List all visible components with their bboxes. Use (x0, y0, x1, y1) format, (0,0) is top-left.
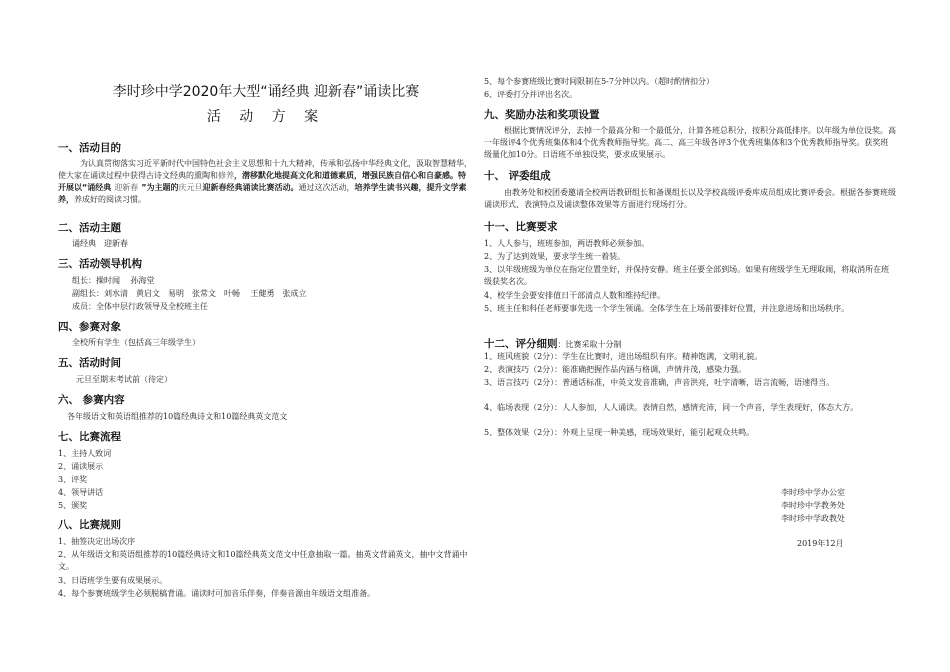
section-heading-leadership: 三、活动领导机构 (58, 258, 142, 270)
members-line: 成员：全体中层行政领导及全校班主任 (72, 302, 208, 311)
requirement-item: 5、班主任和科任老师要事先选一个学生领诵。全体学生在上场前要排好位置，并注意进场和出场秩序。 (484, 304, 850, 313)
requirement-item: 1、人人参与，班班参加，两语教师必须参加。 (484, 239, 650, 248)
rule-item: 5、每个参赛班级比赛时间限制在5-7分钟以内。（超时酌情扣分） (484, 77, 714, 86)
scoring-item: 3、语言技巧（2分）：普通话标准，中英文发音准确，声音洪亮，吐字清晰，语言流畅，语速得当。 (484, 378, 835, 387)
rule-item: 4、每个参赛班级学生必须脱稿背诵。诵读时可加音乐伴奏，伴奏音源由年级语文组准备。 (58, 589, 376, 598)
section-heading-participants: 四、参赛对象 (58, 321, 121, 333)
process-item: 1、主持人致词 (58, 449, 112, 458)
content-text: 各年级语文和英语组推荐的10篇经典诗文和10篇经典英文范文 (67, 412, 288, 421)
theme-text: 诵经典 迎新春 (72, 239, 128, 248)
deputy-leader-line: 副组长：刘水清 黄启文 易明 张常文 叶畅 王健勇 张成立 (72, 289, 307, 298)
purpose-text-a: 为认真贯彻落实习近平新时代中国特色社会主义思想和十九大精神，传承和弘扬中华经典文化，汲取智慧精华，使大家在诵读过程中获得古诗文经典的熏陶和 (58, 159, 472, 180)
purpose-text-c: ，潜移默化地提高文化和道德素质，增强民族自信心和自豪感。特开展以“诵经典 (58, 171, 466, 192)
section-heading-judges: 十、 评委组成 (484, 170, 551, 182)
scoring-item: 4、临场表现（2分）：人人参加，人人诵读。表情自然，感情充沛，同一个声音，学生表现好，体态大方。 (484, 403, 859, 412)
rule-item: 3、日语班学生要有成果展示。 (58, 576, 168, 585)
rule-item: 6、评委打分并评出名次。 (484, 90, 578, 99)
purpose-text-i: 培养学生读书兴趣，提升文学素养， (58, 183, 467, 204)
section-heading-awards: 九、奖励办法和奖项设置 (484, 109, 600, 121)
section-heading-content: 六、 参赛内容 (58, 394, 125, 406)
process-item: 4、领导讲话 (58, 488, 104, 497)
process-item: 5、颁奖 (58, 501, 88, 510)
signature-office: 李时珍中学办公室 (781, 488, 845, 497)
rule-item: 2、从年级语文和英语组推荐的10篇经典诗文和10篇经典英文范文中任意抽取一篇。抽英文背诵英文，抽中文背诵中文。 (58, 550, 468, 571)
document-date: 2019年12月 (797, 539, 844, 548)
section-heading-scoring: 十二、评分细则 (484, 338, 558, 350)
section-heading-theme: 二、活动主题 (58, 222, 121, 234)
leader-line: 组长：操时闻 孙海堂 (72, 276, 155, 285)
requirement-item: 3、以年级班级为单位在指定位置坐好，并保持安静。班主任要全部到场。如果有班级学生无理取闹，将取消所在班级获奖名次。 (484, 265, 890, 286)
judges-paragraph: 由教务处和校团委邀请全校两语教研组长和备课组长以及学校高级评委库成员组成比赛评委会。根据各参赛班级诵读形式、表演特点及诵读整体效果等方面进行现场打分。 (484, 188, 896, 209)
purpose-paragraph (58, 158, 472, 206)
scoring-item: 5、整体效果（2分）：外观上呈现一种美感，现场效果好，能引起观众共鸣。 (484, 428, 755, 437)
requirement-item: 2、为了达到效果，要求学生统一着装。 (484, 252, 626, 261)
purpose-text-j: 养成好的阅读习惯。 (74, 195, 146, 204)
purpose-text-h: 通过这次活动， (298, 183, 355, 192)
awards-paragraph: 根据比赛情况评分，去掉一个最高分和一个最低分，计算各班总积分，按积分高低排序。以年级为单位设奖。高一年级评4个优秀班集体和4个优秀教师指导奖。高二、高三年级各评3个优秀班集体和3个优秀教师指导奖。获奖班级量化加10分。日语班不单独设奖，要求成果展示。 (484, 126, 896, 159)
section-heading-requirements: 十一、比赛要求 (484, 221, 558, 233)
participants-text: 全校所有学生（包括高三年级学生） (72, 338, 200, 347)
signature-political-affairs: 李时珍中学政教处 (781, 514, 845, 523)
purpose-text-f: 庆元旦 (178, 183, 203, 192)
purpose-text-e: ”为主题的 (141, 183, 179, 192)
scoring-heading-suffix: ：比赛采取十分制 (557, 340, 622, 349)
process-item: 2、诵读展示 (58, 462, 104, 471)
section-heading-time: 五、活动时间 (58, 357, 121, 369)
section-heading-purpose: 一、活动目的 (58, 142, 121, 154)
purpose-text-g: 迎新春经典诵读比赛活动。 (202, 183, 299, 192)
requirement-item: 4、校学生会要安排值日干部清点人数和维持纪律。 (484, 291, 666, 300)
document-subtitle: 活 动 方 案 (206, 109, 326, 125)
scoring-item: 1、班风班貌（2分）：学生在比赛时，进出场组织有序。精神饱满，文明礼貌。 (484, 352, 763, 361)
section-heading-process: 七、比赛流程 (58, 431, 121, 443)
document-title: 李时珍中学2020年大型“诵经典 迎新春”诵读比赛 (112, 84, 420, 100)
purpose-text-d: 迎新春 (114, 183, 139, 192)
signature-academic-affairs: 李时珍中学教务处 (781, 501, 845, 510)
purpose-text-b: 修养 (218, 171, 234, 180)
time-text: 元旦至期末考试前（待定） (76, 375, 172, 384)
section-heading-rules: 八、比赛规则 (58, 519, 121, 531)
rule-item: 1、抽签决定出场次序 (58, 537, 136, 546)
process-item: 3、评奖 (58, 475, 88, 484)
scoring-item: 2、表演技巧（2分）：能准确把握作品内涵与格调，声情并茂，感染力强。 (484, 365, 747, 374)
scoring-heading-row (484, 332, 622, 351)
